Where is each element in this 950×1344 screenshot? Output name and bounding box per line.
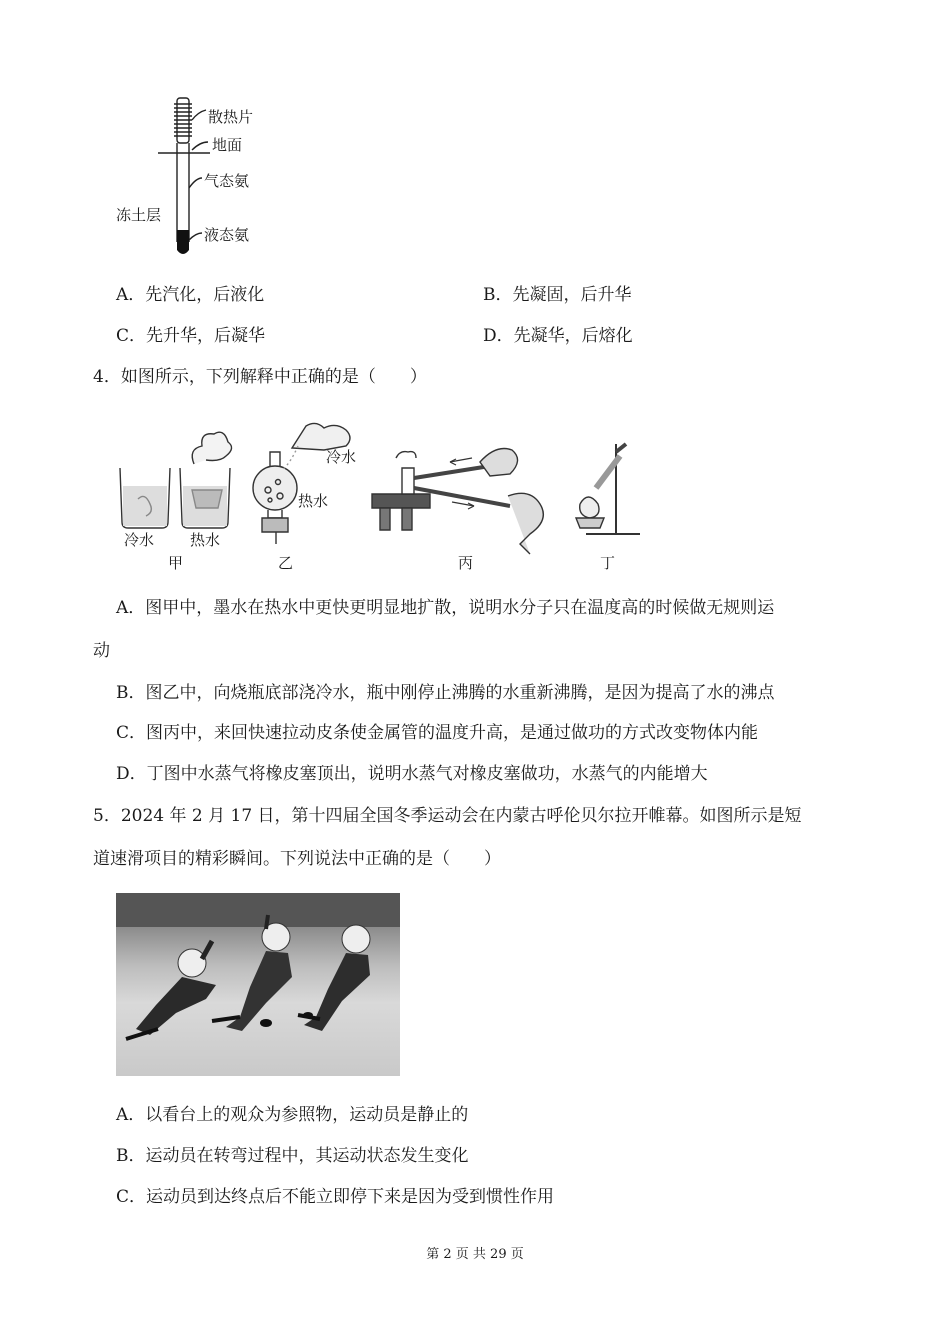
label-cold-water-jia: 冷水 <box>124 531 155 549</box>
label-hot-water-yi: 热水 <box>298 492 329 510</box>
label-permafrost: 冻土层 <box>116 206 162 224</box>
label-ground: 地面 <box>212 136 243 154</box>
speed-skating-photo <box>116 893 400 1076</box>
label-yi: 乙 <box>278 554 294 572</box>
heat-pipe-diagram <box>110 90 290 265</box>
label-bing: 丙 <box>458 554 474 572</box>
q4-option-a-line1: A．图甲中，墨水在热水中更快更明显地扩散，说明水分子只在温度高的时候做无规则运 <box>116 598 775 618</box>
q3-option-b: B．先凝固，后升华 <box>483 285 632 305</box>
page-footer: 第 2 页 共 29 页 <box>426 1247 524 1262</box>
q4-option-d: D．丁图中水蒸气将橡皮塞顶出，说明水蒸气对橡皮塞做功，水蒸气的内能增大 <box>116 764 708 784</box>
label-ding: 丁 <box>600 554 616 572</box>
label-liquid-ammonia: 液态氨 <box>204 226 250 244</box>
q4-option-b: B．图乙中，向烧瓶底部浇冷水，瓶中刚停止沸腾的水重新沸腾，是因为提高了水的沸点 <box>116 683 775 703</box>
label-gas-ammonia: 气态氨 <box>204 172 250 190</box>
q5-stem-line2: 道速滑项目的精彩瞬间。下列说法中正确的是（ ） <box>93 849 501 869</box>
label-hot-water-jia: 热水 <box>190 531 221 549</box>
q5-option-b: B．运动员在转弯过程中，其运动状态发生变化 <box>116 1146 469 1166</box>
q5-option-c: C．运动员到达终点后不能立即停下来是因为受到惯性作用 <box>116 1187 555 1207</box>
q4-option-c: C．图丙中，来回快速拉动皮条使金属管的温度升高，是通过做功的方式改变物体内能 <box>116 723 759 743</box>
q4-experiments-diagram <box>110 404 670 576</box>
q4-option-a-line2: 动 <box>93 641 110 661</box>
label-cold-water-yi: 冷水 <box>326 448 357 466</box>
q3-option-d: D．先凝华，后熔化 <box>483 326 633 346</box>
q4-figure <box>110 404 670 576</box>
q3-option-a: A．先汽化，后液化 <box>116 285 265 305</box>
label-jia: 甲 <box>168 554 184 572</box>
q3-figure <box>110 90 290 265</box>
q5-stem-line1: 5．2024 年 2 月 17 日，第十四届全国冬季运动会在内蒙古呼伦贝尔拉开帷幕。如图所示是短 <box>93 806 802 826</box>
q5-option-a: A．以看台上的观众为参照物，运动员是静止的 <box>116 1105 469 1125</box>
q3-option-c: C．先升华，后凝华 <box>116 326 266 346</box>
q4-stem: 4．如图所示，下列解释中正确的是（ ） <box>93 367 427 387</box>
label-fins: 散热片 <box>208 108 254 126</box>
skaters-illustration <box>116 893 400 1076</box>
